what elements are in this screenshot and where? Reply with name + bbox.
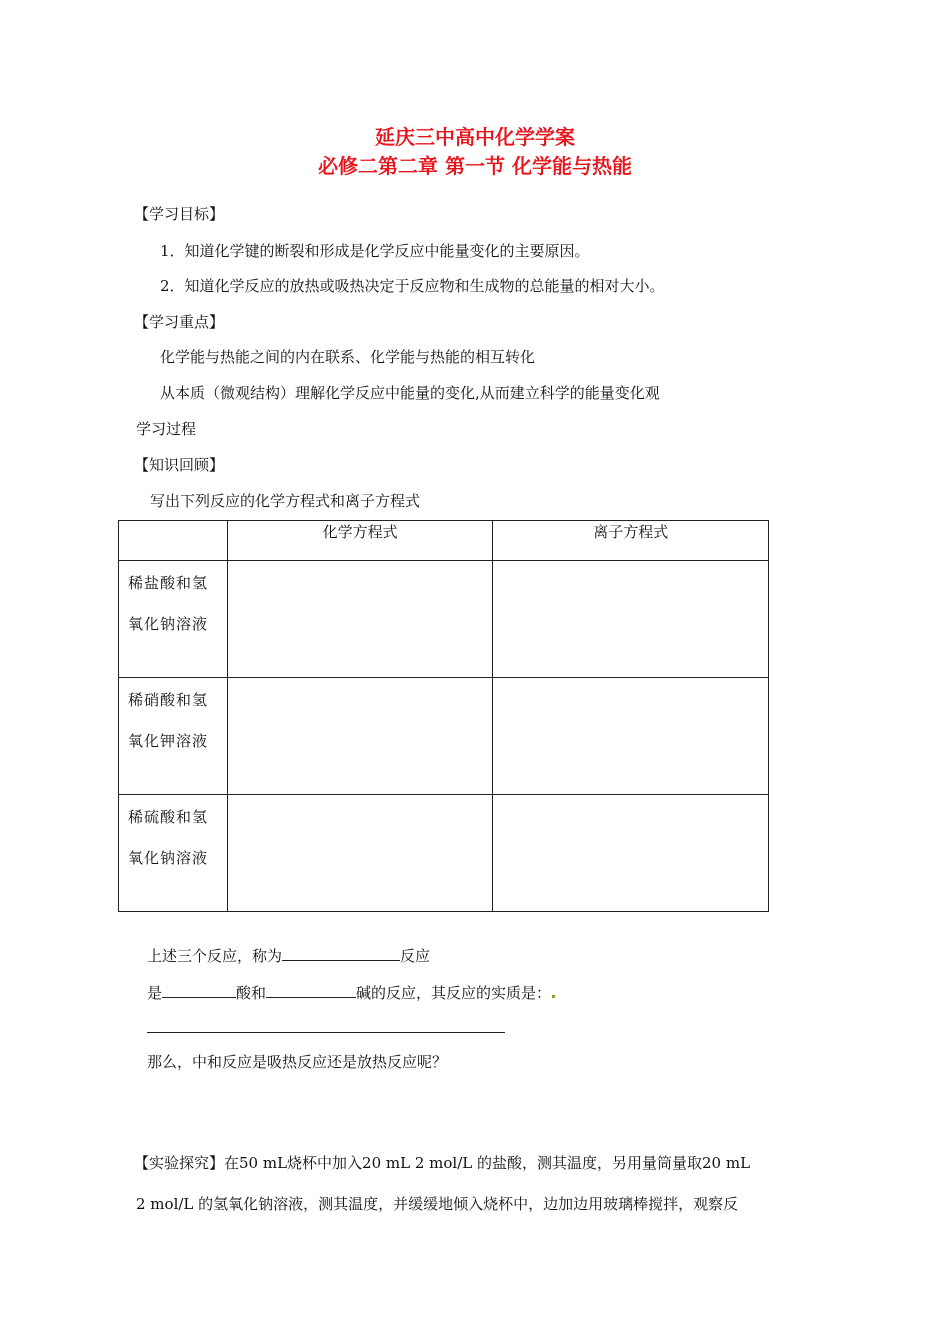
fill-text: 是 bbox=[147, 984, 163, 1002]
experiment-line-2: 2 mol/L 的氢氧化钠溶液，测其温度，并缓缓地倾入烧杯中，边加边用玻璃棒搅拌，观察反 bbox=[136, 1195, 739, 1213]
fill-text: 酸和 bbox=[236, 984, 267, 1002]
table-row bbox=[119, 795, 769, 912]
reaction-label bbox=[119, 678, 228, 795]
review-heading: 【知识回顾】 bbox=[134, 456, 225, 474]
table-header-chemical-equation: 化学方程式 bbox=[227, 521, 493, 561]
reaction-label-line1: 稀盐酸和氢 bbox=[128, 574, 209, 592]
reaction-label bbox=[119, 561, 228, 678]
objective-item-1: 1．知道化学键的断裂和形成是化学反应中能量变化的主要原因。 bbox=[160, 242, 590, 260]
process-label: 学习过程 bbox=[136, 420, 197, 438]
fill-line-2 bbox=[147, 982, 555, 1003]
document-subtitle: 必修二第二章 第一节 化学能与热能 bbox=[318, 154, 632, 178]
table-row bbox=[119, 561, 769, 678]
focus-heading: 【学习重点】 bbox=[134, 313, 225, 331]
chemical-equation-cell[interactable] bbox=[227, 795, 493, 912]
document-title: 延庆三中高中化学学案 bbox=[375, 125, 575, 149]
fill-text: 碱的反应，其反应的实质是： bbox=[356, 984, 552, 1002]
focus-line-1: 化学能与热能之间的内在联系、化学能与热能的相互转化 bbox=[160, 348, 536, 366]
objective-item-2: 2．知道化学反应的放热或吸热决定于反应物和生成物的总能量的相对大小。 bbox=[160, 277, 665, 295]
ionic-equation-cell[interactable] bbox=[493, 678, 769, 795]
table-header-row bbox=[119, 521, 769, 561]
table-header-empty bbox=[119, 521, 228, 561]
reaction-label-line1: 稀硝酸和氢 bbox=[128, 691, 209, 709]
chemical-equation-cell[interactable] bbox=[227, 561, 493, 678]
table-row bbox=[119, 678, 769, 795]
fill-blank-reaction-type[interactable] bbox=[282, 945, 400, 961]
reaction-label-line1: 稀硫酸和氢 bbox=[128, 808, 209, 826]
question-line: 那么，中和反应是吸热反应还是放热反应呢？ bbox=[147, 1053, 448, 1071]
reaction-label-line2: 氧化钾溶液 bbox=[128, 732, 209, 750]
fill-line-1 bbox=[147, 945, 430, 966]
fill-text: 上述三个反应，称为 bbox=[147, 947, 283, 965]
reaction-label-line2: 氧化钠溶液 bbox=[128, 849, 209, 867]
fill-blank-acid[interactable] bbox=[162, 982, 236, 998]
ionic-equation-cell[interactable] bbox=[493, 795, 769, 912]
objectives-heading: 【学习目标】 bbox=[134, 205, 225, 223]
chemical-equation-cell[interactable] bbox=[227, 678, 493, 795]
experiment-heading: 【实验探究】 bbox=[134, 1154, 225, 1172]
fill-text: 反应 bbox=[400, 947, 431, 965]
table-header-ionic-equation: 离子方程式 bbox=[493, 521, 769, 561]
experiment-text: 在50 mL烧杯中加入20 mL 2 mol/L 的盐酸，测其温度，另用量筒量取20 mL bbox=[224, 1154, 751, 1172]
focus-line-2: 从本质（微观结构）理解化学反应中能量的变化,从而建立科学的能量变化观 bbox=[160, 384, 660, 402]
equation-table bbox=[118, 520, 769, 912]
experiment-line-1 bbox=[134, 1153, 750, 1173]
answer-line[interactable] bbox=[147, 1032, 505, 1033]
ionic-equation-cell[interactable] bbox=[493, 561, 769, 678]
reaction-label-line2: 氧化钠溶液 bbox=[128, 615, 209, 633]
fill-blank-base[interactable] bbox=[266, 982, 356, 998]
review-instruction: 写出下列反应的化学方程式和离子方程式 bbox=[150, 492, 421, 510]
reaction-label bbox=[119, 795, 228, 912]
dot-mark bbox=[552, 995, 555, 998]
